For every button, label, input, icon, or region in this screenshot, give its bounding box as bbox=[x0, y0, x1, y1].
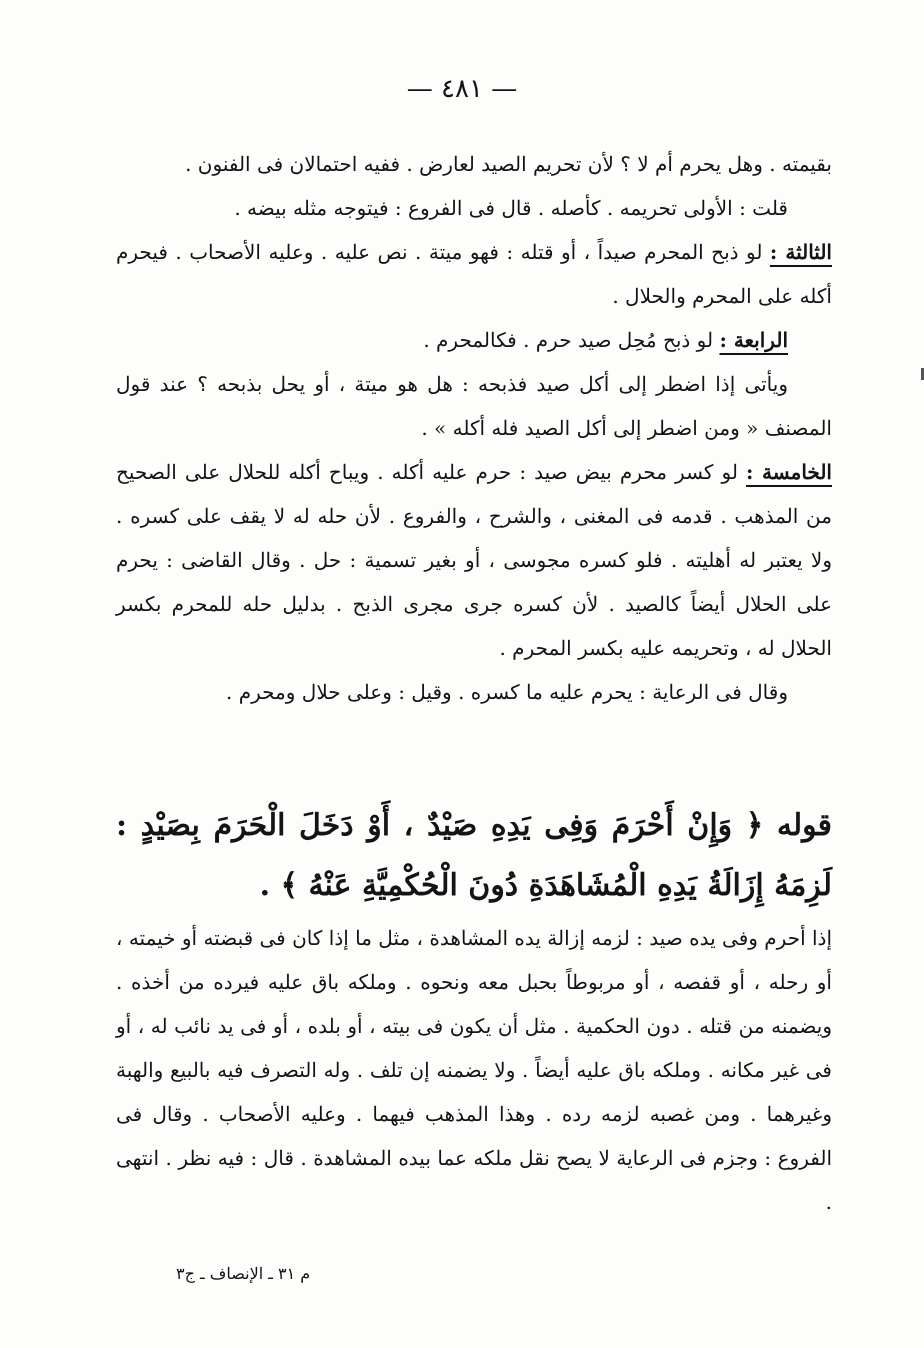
text-block-lower bbox=[116, 916, 832, 1224]
paragraph-text: لو ذبح المحرم صيداً ، أو قتله : فهو ميتة . نص عليه . وعليه الأصحاب . فيحرم أكله على المحرم والحلال . bbox=[116, 240, 832, 308]
paragraph bbox=[116, 186, 832, 230]
text-block-upper bbox=[116, 142, 832, 714]
paragraph-third bbox=[116, 230, 832, 318]
paragraph-text: ويأتى إذا اضطر إلى أكل صيد فذبحه : هل هو ميتة ، أو يحل بذبحه ؟ عند قول المصنف « ومن اضطر إلى أكل الصيد فله أكله » . bbox=[116, 372, 832, 440]
quoted-matn: قوله ﴿ وَإِنْ أَحْرَمَ وَفِى يَدِهِ صَيْدٌ ، أَوْ دَخَلَ الْحَرَمَ بِصَيْدٍ : لَزِمَهُ إِزَالَةُ يَدِهِ الْمُشَاهَدَةِ دُونَ الْحُكْمِيَّةِ عَنْهُ ﴾ . bbox=[116, 808, 832, 903]
paragraph-text: قلت : الأولى تحريمه . كأصله . قال فى الفروع : فيتوجه مثله بيضه . bbox=[234, 196, 788, 220]
paragraph-text: إذا أحرم وفى يده صيد : لزمه إزالة يده المشاهدة ، مثل ما إذا كان فى قبضته أو خيمته ، أو رحله ، أو قفصه ، أو مربوطاً بحبل معه ونحوه . وملكه باق عليه فيرده من أخذه . ويضمنه من قتله . دون الحكمية . مثل أن يكون فى بيته ، أو بلده ، أو فى يد نائب له ، أو فى غير مكانه . وملكه باق عليه أيضاً . ولا يضمنه إن تلف . وله التصرف فيه بالبيع والهبة وغيرهما . ومن غصبه لزمه رده . وهذا المذهب فيهما . وعليه الأصحاب . وقال فى الفروع : وجزم فى الرعاية لا يصح نقل ملكه عما بيده المشاهدة . قال : فيه نظر . انتهى . bbox=[116, 926, 832, 1214]
paragraph-text: وقال فى الرعاية : يحرم عليه ما كسره . وقيل : وعلى حلال ومحرم . bbox=[226, 680, 788, 704]
footer-signature: م ٣١ ـ الإنصاف ـ ج٣ bbox=[176, 1264, 311, 1283]
page-number: — ٤٨١ — bbox=[406, 74, 518, 104]
paragraph-text: لو ذبح مُحِل صيد حرم . فكالمحرم . bbox=[423, 328, 720, 352]
paragraph bbox=[116, 362, 832, 450]
paragraph-text: لو كسر محرم بيض صيد : حرم عليه أكله . ويباح أكله للحلال على الصحيح من المذهب . قدمه فى المغنى ، والشرح ، والفروع . لأن حله له لا يقف على كسره . ولا يعتبر له أهليته . فلو كسره مجوسى ، أو بغير تسمية : حل . وقال القاضى : يحرم على الحلال أيضاً كالصيد . لأن كسره جرى مجرى الذبح . بدليل حله للمحرم بكسر الحلال له ، وتحريمه عليه بكسر المحرم . bbox=[116, 460, 833, 660]
paragraph-text: بقيمته . وهل يحرم أم لا ؟ لأن تحريم الصيد لعارض . ففيه احتمالان فى الفنون . bbox=[185, 152, 832, 176]
paragraph-fourth bbox=[116, 318, 832, 362]
paragraph-fifth bbox=[116, 450, 832, 670]
paragraph-lead: الرابعة : bbox=[719, 328, 788, 352]
paragraph bbox=[116, 670, 832, 714]
paragraph bbox=[116, 142, 832, 186]
paragraph-lead: الثالثة : bbox=[769, 240, 832, 264]
paragraph bbox=[116, 916, 832, 1224]
paragraph-lead: الخامسة : bbox=[746, 460, 832, 484]
